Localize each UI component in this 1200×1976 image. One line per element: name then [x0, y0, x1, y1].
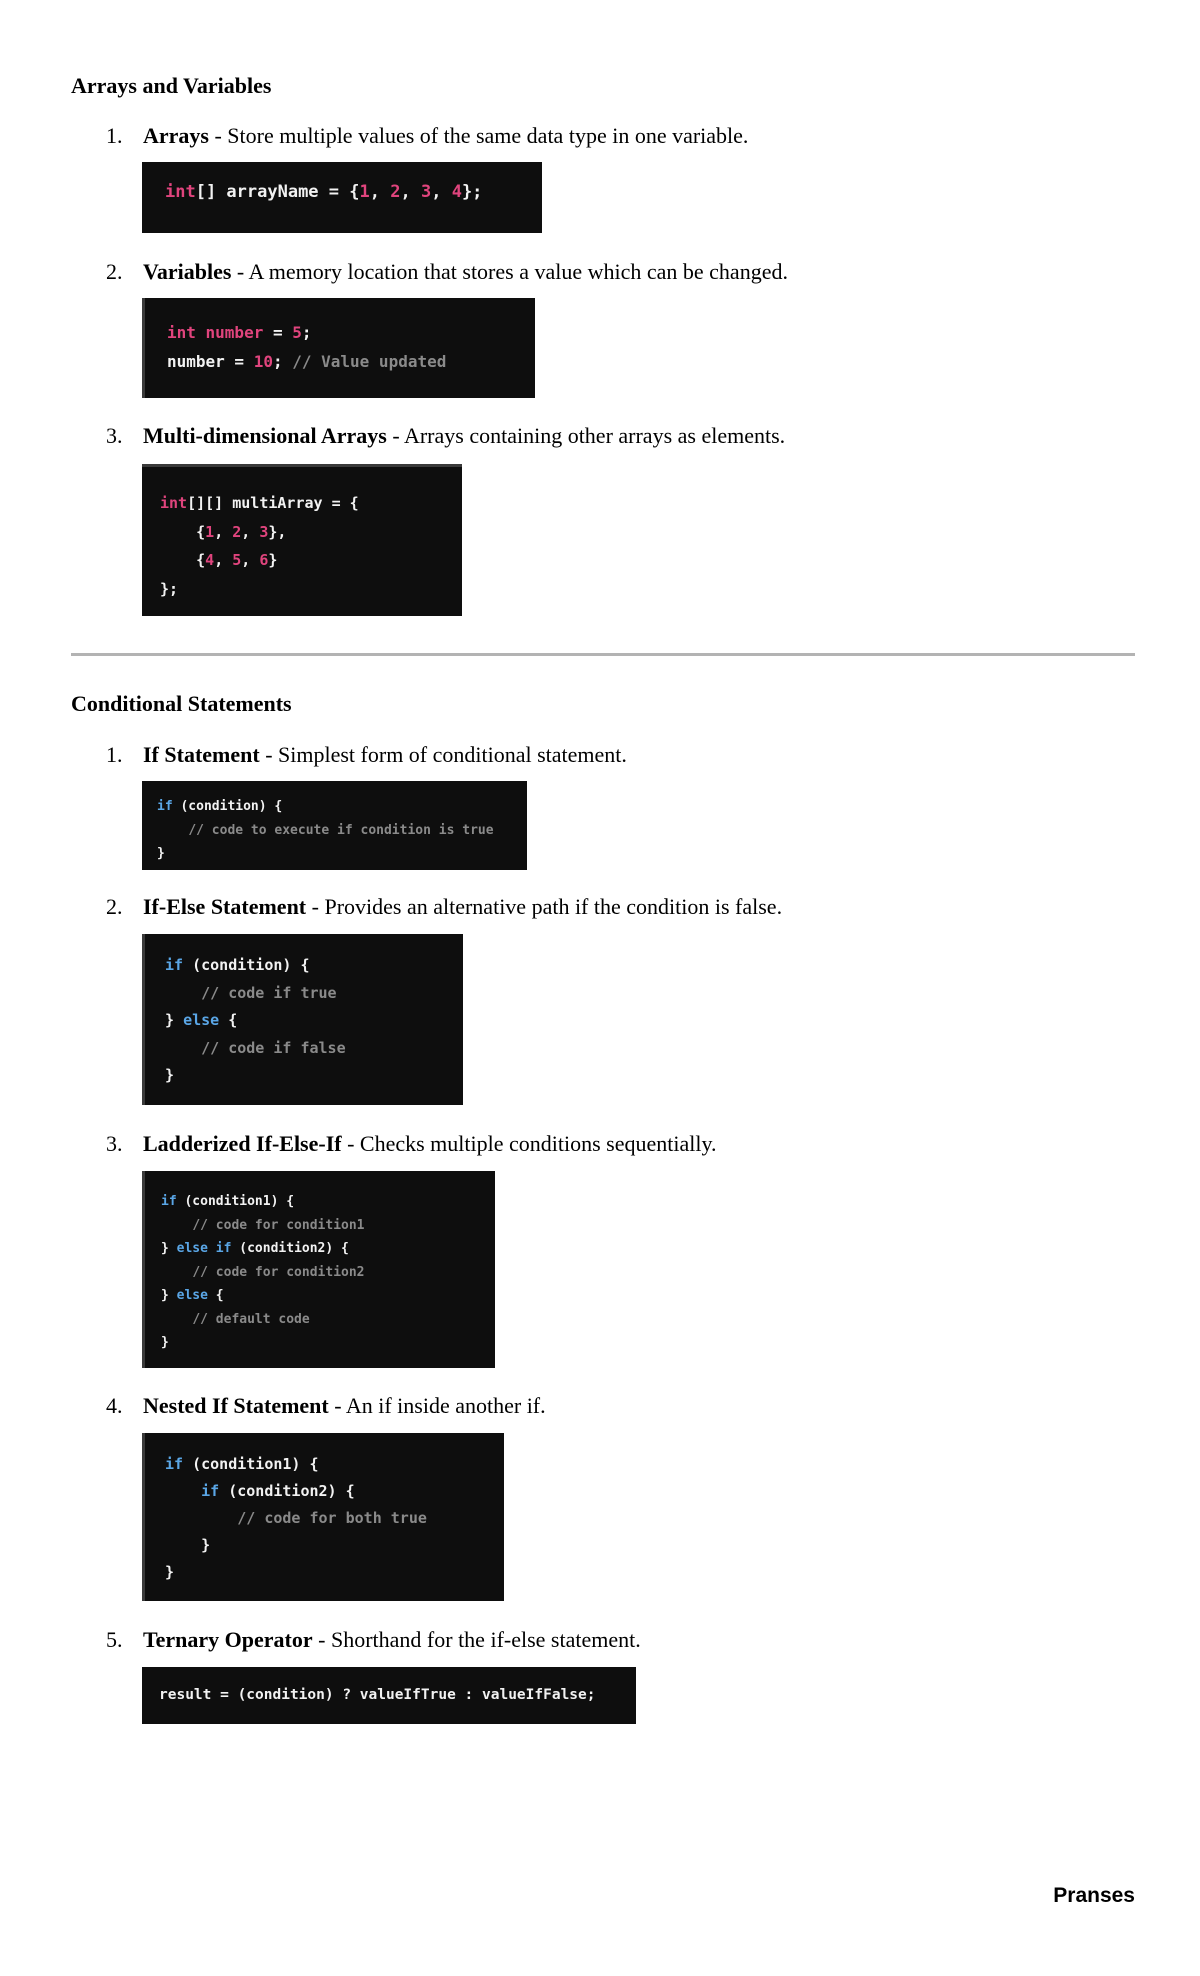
code-token: int	[165, 182, 196, 202]
code-token	[165, 1039, 201, 1057]
code-token: }	[165, 1536, 211, 1554]
code-block-arrays	[142, 162, 542, 233]
code-line	[165, 181, 542, 203]
list-item-arrays	[71, 122, 748, 150]
item-term: Nested If Statement	[143, 1393, 329, 1418]
code-token: result = (condition) ? valueIfTrue : valueIfFalse;	[159, 1687, 596, 1703]
code-token: if	[165, 956, 184, 974]
item-number: 1.	[106, 123, 123, 148]
code-token	[157, 823, 188, 838]
code-line	[161, 1214, 495, 1238]
code-token: }	[268, 551, 278, 569]
code-token: ,	[241, 522, 260, 541]
code-token: else	[176, 1288, 208, 1303]
code-line	[165, 1451, 504, 1478]
code-token: 5	[232, 551, 242, 569]
code-token: [] arrayName = {	[195, 182, 360, 202]
code-line	[165, 1559, 504, 1586]
code-block-variables	[142, 298, 535, 398]
code-line	[157, 795, 527, 819]
code-token: {	[219, 1011, 238, 1029]
code-token: 4	[451, 182, 462, 202]
code-line	[165, 1505, 504, 1532]
code-token: 2	[232, 522, 242, 541]
code-token: };	[461, 182, 483, 202]
item-number: 1.	[106, 742, 123, 767]
code-line	[165, 952, 463, 980]
code-token: }	[161, 1241, 177, 1256]
code-line	[159, 1685, 636, 1705]
code-line	[161, 1237, 495, 1261]
item-number: 3.	[106, 1131, 123, 1156]
code-line	[161, 1284, 495, 1308]
item-term: Ternary Operator	[143, 1627, 313, 1652]
code-token: ,	[400, 182, 421, 202]
code-token: 10	[253, 352, 273, 371]
code-token: 4	[205, 551, 215, 569]
code-line	[161, 1331, 495, 1355]
code-line	[157, 842, 527, 866]
code-line	[160, 518, 462, 547]
code-block-nested-if-statement	[142, 1433, 504, 1601]
item-description: - Checks multiple conditions sequentially.	[341, 1131, 717, 1156]
code-token: {	[207, 1288, 224, 1303]
code-token: 1	[359, 182, 370, 202]
list-item-multi-dimensional-arrays	[71, 422, 785, 450]
code-token: (condition) {	[172, 799, 283, 814]
code-token: // default code	[192, 1311, 310, 1327]
item-description: - Simplest form of conditional statement.	[259, 742, 627, 767]
code-token: }	[165, 1066, 175, 1084]
code-token: 2	[390, 182, 401, 202]
code-token: },	[268, 522, 287, 541]
code-block-multi-dimensional-arrays	[142, 464, 462, 616]
item-number: 3.	[106, 423, 123, 448]
code-line	[160, 546, 462, 575]
code-token: }	[165, 1563, 175, 1581]
code-token: // Value updated	[292, 352, 447, 371]
code-line	[161, 1261, 495, 1285]
code-token: ,	[241, 551, 260, 569]
code-token: if	[161, 1194, 177, 1209]
list-item-nested-if-statement	[71, 1392, 546, 1420]
code-token: [][] multiArray = {	[187, 494, 359, 512]
code-token: (condition2) {	[219, 1482, 355, 1500]
code-token: 5	[292, 323, 302, 342]
section-title-conditional-statements: Conditional Statements	[71, 691, 292, 716]
code-line	[161, 1308, 495, 1332]
code-token: else if	[176, 1241, 232, 1256]
code-line	[165, 1532, 504, 1559]
code-token	[161, 1218, 192, 1233]
item-description: - Arrays containing other arrays as elements.	[386, 423, 786, 448]
item-description: - Provides an alternative path if the condition is false.	[306, 894, 783, 919]
code-token: (condition1) {	[176, 1194, 295, 1209]
code-token: }	[161, 1335, 169, 1350]
code-token: (condition2) {	[231, 1241, 349, 1256]
item-number: 2.	[106, 894, 123, 919]
footer-brand: Pranses	[1053, 1884, 1135, 1907]
code-token	[161, 1312, 192, 1327]
section-title-arrays: Arrays and Variables	[71, 73, 272, 98]
item-term: If-Else Statement	[143, 894, 307, 919]
item-number: 4.	[106, 1393, 123, 1418]
code-token: // code for condition1	[192, 1217, 365, 1233]
section-divider	[71, 653, 1135, 656]
item-description: - Store multiple values of the same data type in one variable.	[208, 123, 749, 148]
code-token: ,	[369, 182, 391, 202]
code-line	[165, 1062, 463, 1090]
code-token: {	[160, 522, 206, 541]
code-token: if	[165, 1455, 184, 1473]
code-line	[160, 489, 462, 518]
code-token: ;	[301, 323, 312, 342]
code-token: (condition1) {	[183, 1455, 319, 1473]
item-description: - A memory location that stores a value which can be changed.	[231, 259, 788, 284]
code-line	[157, 819, 527, 843]
code-token	[165, 984, 201, 1002]
code-line	[167, 318, 535, 347]
code-token: 3	[259, 522, 269, 541]
code-token	[165, 1509, 237, 1527]
list-item-ternary-operator	[71, 1626, 641, 1654]
code-token: 1	[205, 522, 215, 541]
list-item-if-else-statement	[71, 893, 782, 921]
code-line	[160, 575, 462, 604]
item-term: Ladderized If-Else-If	[143, 1131, 342, 1156]
code-line	[161, 1190, 495, 1214]
code-token: else	[183, 1011, 220, 1029]
code-token: }	[161, 1288, 177, 1303]
list-item-variables	[71, 258, 788, 286]
code-token: }	[157, 846, 165, 861]
code-token: {	[160, 551, 206, 569]
item-number: 2.	[106, 259, 123, 284]
code-token: ,	[431, 182, 452, 202]
code-token: // code for condition2	[192, 1264, 365, 1280]
code-token	[161, 1265, 192, 1280]
code-token: // code to execute if condition is true	[188, 822, 494, 838]
code-token: if	[201, 1482, 220, 1500]
code-block-ladderized-if-else-if	[142, 1171, 495, 1368]
code-token: =	[263, 323, 293, 342]
code-token: ,	[214, 551, 233, 569]
code-line	[165, 1478, 504, 1505]
item-term: Multi-dimensional Arrays	[143, 423, 387, 448]
code-token: 6	[259, 551, 269, 569]
code-block-ternary-operator	[142, 1667, 636, 1724]
item-term: Variables	[143, 259, 232, 284]
code-block-if-statement	[142, 781, 527, 870]
code-line	[165, 980, 463, 1008]
code-line	[167, 347, 535, 376]
item-number: 5.	[106, 1627, 123, 1652]
code-block-if-else-statement	[142, 934, 463, 1105]
list-item-if-statement	[71, 741, 627, 769]
code-token: ;	[272, 352, 293, 371]
code-token: // code if false	[201, 1038, 346, 1057]
code-token: int number	[167, 323, 264, 342]
code-line	[165, 1035, 463, 1063]
item-description: - An if inside another if.	[328, 1393, 546, 1418]
code-token	[165, 1482, 201, 1500]
item-term: If Statement	[143, 742, 260, 767]
code-token: 3	[420, 182, 432, 202]
code-token: // code if true	[201, 983, 337, 1002]
code-token: // code for both true	[237, 1509, 427, 1527]
code-token: }	[165, 1011, 184, 1029]
code-token: number =	[167, 352, 254, 371]
item-term: Arrays	[143, 123, 209, 148]
item-description: - Shorthand for the if-else statement.	[312, 1627, 641, 1652]
code-token: };	[160, 579, 179, 598]
code-line	[165, 1007, 463, 1035]
code-token: if	[157, 799, 173, 814]
code-token: ,	[214, 522, 233, 541]
code-token: int	[160, 494, 188, 512]
code-token: (condition) {	[183, 956, 310, 974]
list-item-ladderized-if-else-if	[71, 1130, 717, 1158]
